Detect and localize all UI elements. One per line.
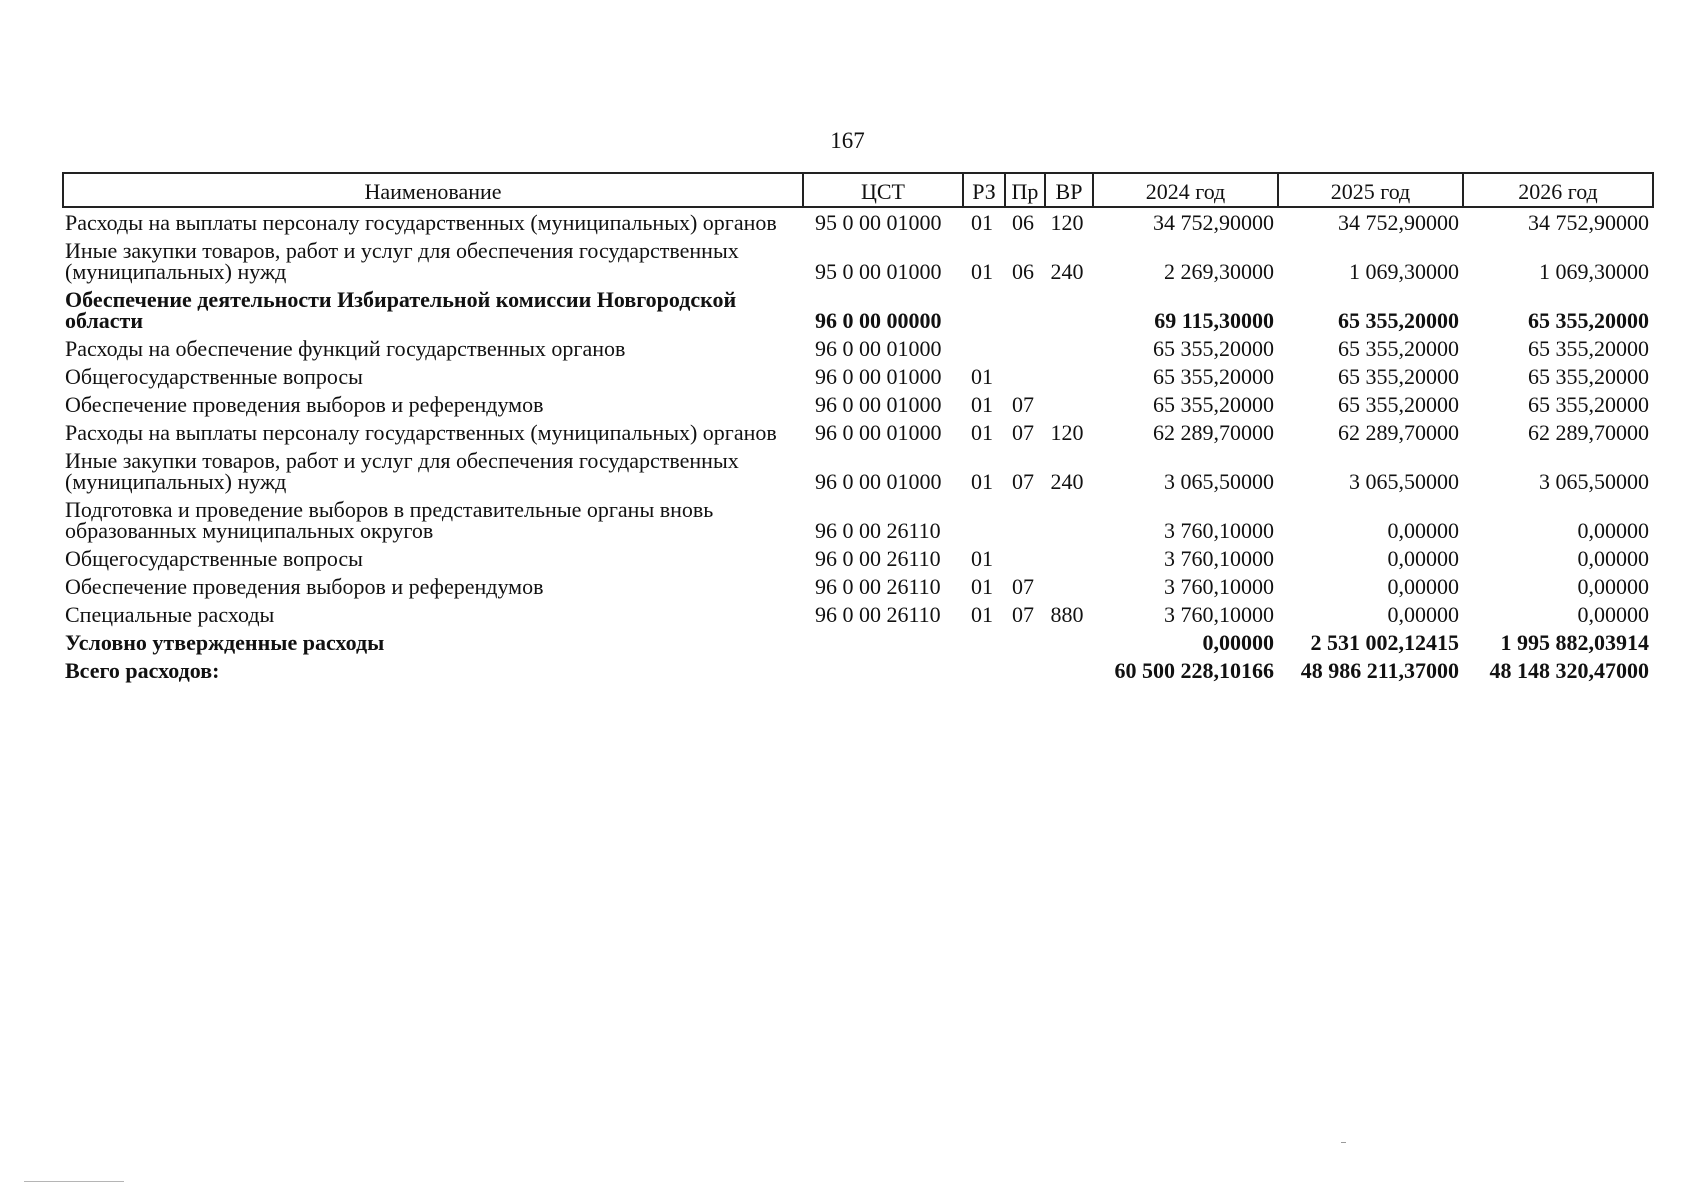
cell-name: Расходы на выплаты персоналу государственных (муниципальных) органов — [65, 210, 777, 235]
cell-pr: 07 — [1012, 469, 1034, 494]
cell-rz: 01 — [971, 259, 993, 284]
table-row — [63, 495, 1653, 544]
cell-rz: 01 — [971, 420, 993, 445]
header-2025: 2025 год — [1278, 173, 1463, 207]
cell-cst — [803, 628, 963, 656]
cell-vr — [1045, 572, 1093, 600]
cell-2026: 1 995 882,03914 — [1500, 630, 1649, 655]
cell-2026: 62 289,70000 — [1528, 420, 1649, 445]
table-row — [63, 285, 1653, 334]
cell-cst: 95 0 00 01000 — [815, 259, 942, 284]
cell-2024: 65 355,20000 — [1153, 336, 1274, 361]
cell-pr — [1005, 285, 1045, 334]
cell-2024: 65 355,20000 — [1153, 364, 1274, 389]
cell-2025: 48 986 211,37000 — [1300, 658, 1459, 683]
cell-2026: 0,00000 — [1577, 602, 1649, 627]
cell-rz: 01 — [971, 364, 993, 389]
header-vr: ВР — [1045, 173, 1093, 207]
cell-2025: 65 355,20000 — [1338, 308, 1459, 333]
cell-vr: 120 — [1050, 210, 1084, 235]
cell-name: Иные закупки товаров, работ и услуг для обеспечения государственных (муниципальных) нужд — [65, 448, 739, 494]
cell-name: Всего расходов: — [65, 658, 220, 683]
cell-name: Расходы на выплаты персоналу государственных (муниципальных) органов — [65, 420, 777, 445]
cell-pr: 06 — [1012, 210, 1034, 235]
cell-rz: 01 — [971, 574, 993, 599]
table-row — [63, 236, 1653, 285]
cell-vr — [1045, 334, 1093, 362]
cell-pr — [1005, 495, 1045, 544]
cell-pr: 07 — [1012, 420, 1034, 445]
cell-vr: 240 — [1050, 469, 1084, 494]
header-pr: Пр — [1005, 173, 1045, 207]
table-row — [63, 544, 1653, 572]
cell-name: Общегосударственные вопросы — [65, 546, 363, 571]
cell-name: Обеспечение проведения выборов и референдумов — [65, 574, 544, 599]
cell-2025: 65 355,20000 — [1338, 336, 1459, 361]
cell-name: Условно утвержденные расходы — [65, 630, 385, 655]
cell-2026: 65 355,20000 — [1528, 336, 1649, 361]
page-number: 167 — [830, 128, 865, 153]
table-row — [63, 446, 1653, 495]
cell-vr — [1045, 656, 1093, 684]
cell-2026: 0,00000 — [1577, 518, 1649, 543]
cell-2024: 0,00000 — [1202, 630, 1274, 655]
cell-name: Общегосударственные вопросы — [65, 364, 363, 389]
table-header-row — [63, 173, 1653, 207]
table-row — [63, 628, 1653, 656]
cell-2024: 3 760,10000 — [1164, 574, 1274, 599]
table-row — [63, 572, 1653, 600]
cell-rz — [963, 285, 1005, 334]
cell-2024: 3 065,50000 — [1164, 469, 1274, 494]
table-row — [63, 207, 1653, 236]
cell-2025: 2 531 002,12415 — [1310, 630, 1459, 655]
cell-rz — [963, 656, 1005, 684]
cell-2024: 62 289,70000 — [1153, 420, 1274, 445]
cell-2026: 65 355,20000 — [1528, 392, 1649, 417]
cell-name: Обеспечение проведения выборов и референдумов — [65, 392, 544, 417]
cell-2025: 3 065,50000 — [1349, 469, 1459, 494]
cell-vr — [1045, 362, 1093, 390]
cell-cst: 96 0 00 01000 — [815, 420, 942, 445]
cell-2024: 3 760,10000 — [1164, 518, 1274, 543]
cell-name: Иные закупки товаров, работ и услуг для обеспечения государственных (муниципальных) нужд — [65, 238, 739, 284]
table-row — [63, 334, 1653, 362]
cell-rz: 01 — [971, 392, 993, 417]
cell-2025: 34 752,90000 — [1338, 210, 1459, 235]
cell-pr — [1005, 656, 1045, 684]
cell-2026: 34 752,90000 — [1528, 210, 1649, 235]
cell-2024: 2 269,30000 — [1164, 259, 1274, 284]
table-row — [63, 656, 1653, 684]
cell-rz: 01 — [971, 210, 993, 235]
cell-2026: 65 355,20000 — [1528, 308, 1649, 333]
cell-2026: 65 355,20000 — [1528, 364, 1649, 389]
cell-vr: 120 — [1050, 420, 1084, 445]
cell-cst: 96 0 00 00000 — [815, 308, 942, 333]
scan-artifact-line — [24, 1181, 124, 1182]
cell-2025: 0,00000 — [1387, 574, 1459, 599]
cell-pr — [1005, 362, 1045, 390]
cell-2024: 60 500 228,10166 — [1114, 658, 1274, 683]
cell-rz: 01 — [971, 469, 993, 494]
cell-2026: 3 065,50000 — [1539, 469, 1649, 494]
cell-pr — [1005, 334, 1045, 362]
cell-cst: 96 0 00 01000 — [815, 392, 942, 417]
cell-rz: 01 — [971, 546, 993, 571]
cell-name: Расходы на обеспечение функций государственных органов — [65, 336, 626, 361]
cell-vr — [1045, 628, 1093, 656]
cell-2025: 62 289,70000 — [1338, 420, 1459, 445]
header-name: Наименование — [63, 173, 803, 207]
table-row — [63, 418, 1653, 446]
cell-cst: 95 0 00 01000 — [815, 210, 942, 235]
cell-pr: 07 — [1012, 574, 1034, 599]
header-2026: 2026 год — [1463, 173, 1653, 207]
cell-vr: 240 — [1050, 259, 1084, 284]
cell-2025: 0,00000 — [1387, 518, 1459, 543]
cell-pr: 07 — [1012, 392, 1034, 417]
cell-2026: 0,00000 — [1577, 574, 1649, 599]
cell-name: Специальные расходы — [65, 602, 275, 627]
cell-vr — [1045, 390, 1093, 418]
cell-pr: 06 — [1012, 259, 1034, 284]
cell-rz — [963, 628, 1005, 656]
cell-pr — [1005, 544, 1045, 572]
cell-2026: 0,00000 — [1577, 546, 1649, 571]
cell-cst — [803, 656, 963, 684]
cell-cst: 96 0 00 26110 — [815, 574, 941, 599]
cell-cst: 96 0 00 26110 — [815, 546, 941, 571]
cell-2025: 65 355,20000 — [1338, 392, 1459, 417]
header-cst: ЦСТ — [803, 173, 963, 207]
cell-vr — [1045, 285, 1093, 334]
cell-cst: 96 0 00 26110 — [815, 518, 941, 543]
cell-2025: 1 069,30000 — [1349, 259, 1459, 284]
cell-2026: 1 069,30000 — [1539, 259, 1649, 284]
cell-vr — [1045, 495, 1093, 544]
cell-2025: 65 355,20000 — [1338, 364, 1459, 389]
table-row — [63, 600, 1653, 628]
cell-2024: 69 115,30000 — [1154, 308, 1274, 333]
cell-2024: 34 752,90000 — [1153, 210, 1274, 235]
table-row — [63, 390, 1653, 418]
cell-cst: 96 0 00 01000 — [815, 469, 942, 494]
cell-rz — [963, 495, 1005, 544]
cell-2026: 48 148 320,47000 — [1489, 658, 1649, 683]
header-rz: РЗ — [963, 173, 1005, 207]
table-body — [63, 207, 1653, 684]
table-row — [63, 362, 1653, 390]
cell-2024: 65 355,20000 — [1153, 392, 1274, 417]
cell-2024: 3 760,10000 — [1164, 546, 1274, 571]
cell-cst: 96 0 00 01000 — [815, 336, 942, 361]
cell-name: Подготовка и проведение выборов в представительные органы вновь образованных муниципальных округов — [65, 497, 714, 543]
cell-pr: 07 — [1012, 602, 1034, 627]
budget-table — [62, 172, 1654, 684]
cell-pr — [1005, 628, 1045, 656]
cell-rz: 01 — [971, 602, 993, 627]
cell-2024: 3 760,10000 — [1164, 602, 1274, 627]
cell-2025: 0,00000 — [1387, 602, 1459, 627]
cell-name: Обеспечение деятельности Избирательной комиссии Новгородской области — [65, 287, 737, 333]
cell-cst: 96 0 00 26110 — [815, 602, 941, 627]
cell-rz — [963, 334, 1005, 362]
cell-2025: 0,00000 — [1387, 546, 1459, 571]
cell-vr — [1045, 544, 1093, 572]
cell-vr: 880 — [1050, 602, 1084, 627]
cell-cst: 96 0 00 01000 — [815, 364, 942, 389]
header-2024: 2024 год — [1093, 173, 1278, 207]
scan-artifact-dot — [1341, 1142, 1346, 1143]
